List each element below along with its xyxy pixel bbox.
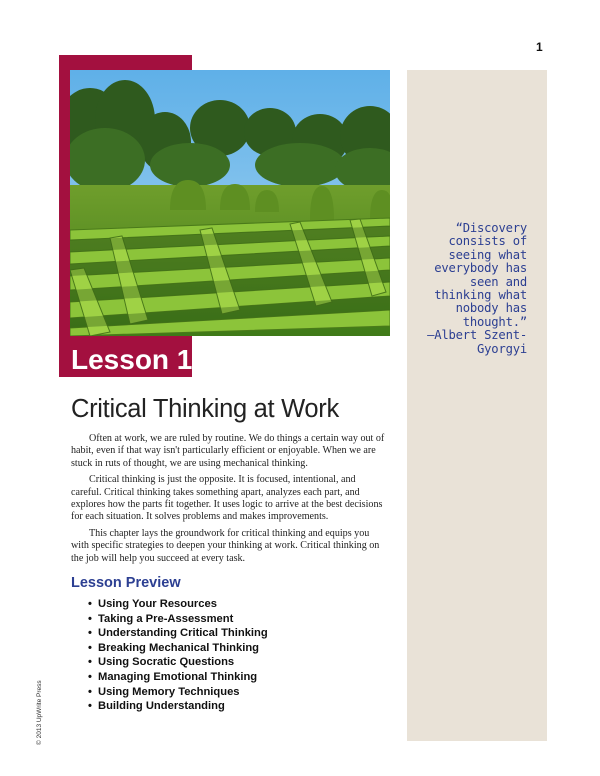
list-item: • Using Socratic Questions [88,655,268,670]
quote-sidebar [407,70,547,741]
page-number: 1 [536,40,543,54]
quote [415,222,527,356]
hedge-maze-photo [70,70,390,336]
lesson-preview-list [88,597,268,714]
paragraph: Critical thinking is just the opposite. It is focused, intentional, and careful. Critical thinking takes something apart, analyzes each part, and explores how the parts fit together. It uses logic to arrive at the best decisions for each situation. It solves problems and makes improvements. [71,474,383,523]
quote-text: “Discovery consists of seeing what everybody has seen and thinking what nobody has thought.” [434,221,527,329]
list-item: • Taking a Pre-Assessment [88,612,268,627]
list-item: • Managing Emotional Thinking [88,670,268,685]
list-item: • Building Understanding [88,699,268,714]
list-item: • Breaking Mechanical Thinking [88,641,268,656]
list-item: • Using Your Resources [88,597,268,612]
list-item: • Using Memory Techniques [88,685,268,700]
lesson-label: Lesson 1 [71,344,193,375]
intro-text [71,433,387,569]
quote-author: —Albert Szent-Gyorgyi [427,328,527,356]
copyright-notice: © 2013 UpWrite Press [36,680,43,745]
list-item: • Understanding Critical Thinking [88,626,268,641]
lesson-preview-heading: Lesson Preview [71,575,181,591]
paragraph: This chapter lays the groundwork for critical thinking and equips you with specific strategies to deepen your thinking at work. Critical thinking on the job will help you succeed at every task. [71,527,380,564]
paragraph: Often at work, we are ruled by routine. We do things a certain way out of habit, even if that way isn't particularly efficient or enjoyable. When we are stuck in ruts of thought, we are using mechanical thinking. [71,433,385,469]
page-title: Critical Thinking at Work [71,395,339,423]
